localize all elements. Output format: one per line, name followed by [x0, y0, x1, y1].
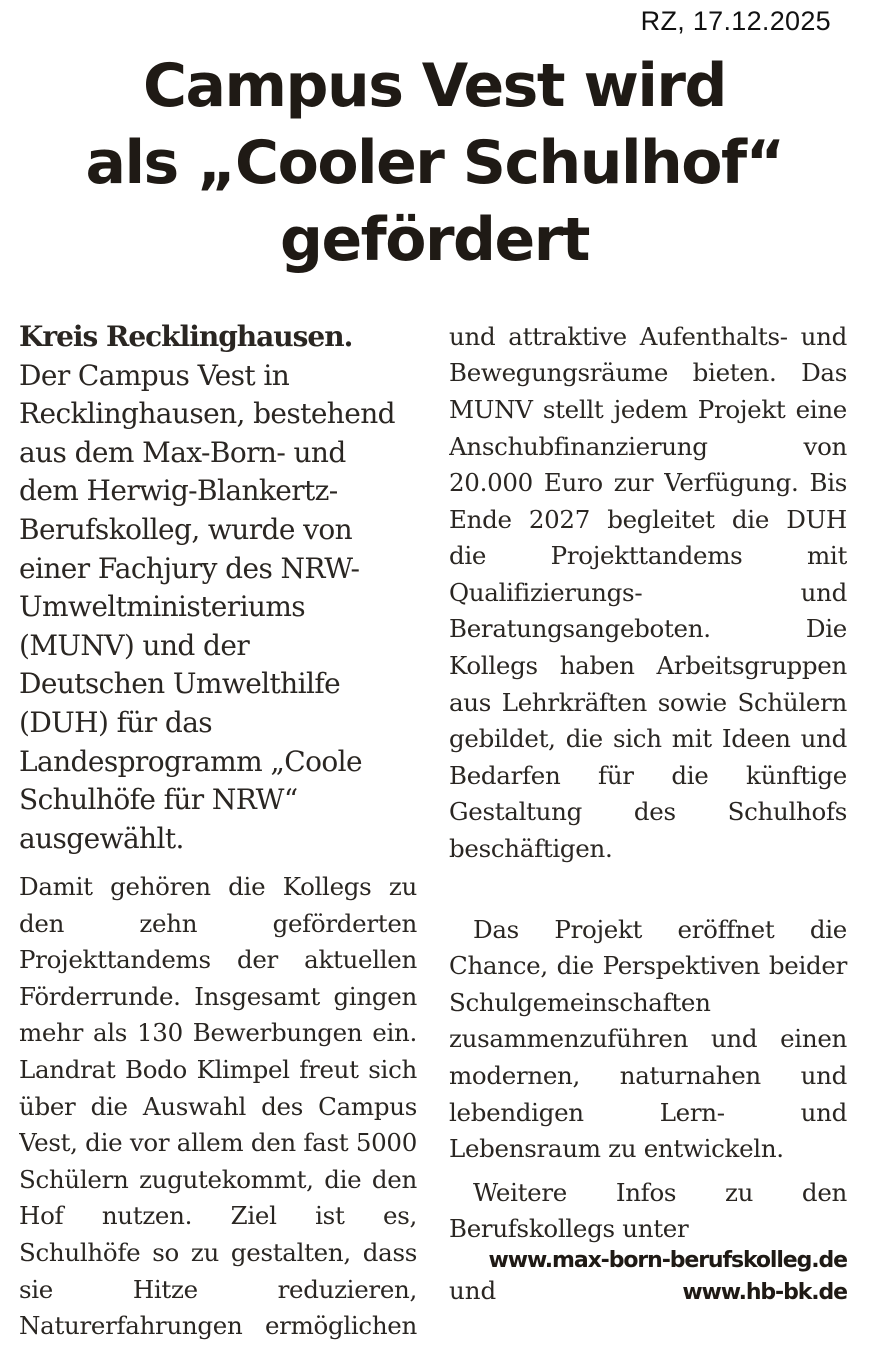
body-paragraph-3: Das Projekt eröffnet die Chance, die Perspektiven beider Schulgemeinschaften zusammenzuführen und einen modernen, naturnahen und lebendigen Lern- und Lebensraum zu entwickeln.: [449, 914, 847, 1164]
dateline-location: Kreis Recklinghausen.: [19, 320, 353, 353]
body-paragraph-2: Damit gehören die Kollegs zu den zehn geförderten Projekttandems der aktuellen Förderrunde. Insgesamt gingen mehr als 130 Bewerbungen ein. Landrat Bodo Klimpel freut sich über die Auswahl des Campus Vest, die vor allem den fast 5000 Schülern zugutekommt, die den Hof nutzen. Ziel ist es, Schulhöfe so zu gestalten, dass sie Hitze reduzieren, Naturerfahrungen ermöglichen: [19, 872, 417, 1341]
connector-word: und: [449, 1275, 497, 1305]
body-paragraph-4: Weitere Infos zu den Berufskollegs unter: [449, 1177, 847, 1244]
link-max-born[interactable]: www.max-born-berufskolleg.de: [488, 1247, 847, 1273]
url-line-1: [449, 1248, 847, 1273]
link-hb-bk[interactable]: www.hb-bk.de: [682, 1279, 847, 1305]
lede-paragraph: [19, 318, 397, 858]
url-line-2: [449, 1273, 847, 1312]
body-column-left: [19, 869, 417, 1344]
article-column-left: [19, 318, 397, 858]
body-column-right: [449, 318, 847, 1358]
body-paragraph-2-continuation-wrap: [449, 318, 847, 904]
body-paragraph-2-continuation: und attraktive Aufenthalts- und Bewegungsräume bieten. Das MUNV stellt jedem Projekt eine Anschubfinanzierung von 20.000 Euro zur Verfügung. Bis Ende 2027 begleitet die DUH die Projekttandems mit Qualifizierungs- und Beratungsangeboten. Die Kollegs haben Arbeitsgruppen aus Lehrkräften sowie Schülern gebildet, die sich mit Ideen und Bedarfen für die künftige Gestaltung des Schulhofs beschäftigen.: [449, 321, 847, 864]
headline-line-1: Campus Vest wird: [143, 51, 726, 121]
lede-text: Der Campus Vest in Recklinghausen, bestehend aus dem Max-Born- und dem Herwig-Blankertz-Berufskolleg, wurde von einer Fachjury des NRW-Umweltministeriums (MUNV) und der Deutschen Umwelthilfe (DUH) für das Landesprogramm „Coole Schulhöfe für NRW“ ausgewählt.: [19, 358, 395, 855]
headline-line-3: gefördert: [280, 205, 589, 275]
article-headline: [0, 48, 869, 279]
source-date-line: RZ, 17.12.2025: [640, 6, 831, 36]
headline-line-2: als „Cooler Schulhof“: [85, 128, 784, 198]
